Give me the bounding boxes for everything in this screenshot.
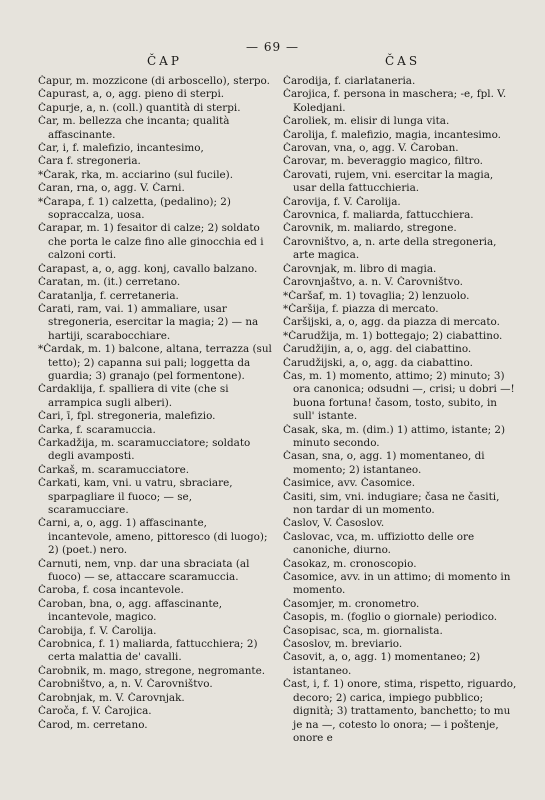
entry: Čarobija, f. V. Čarolija. bbox=[38, 624, 157, 637]
entry: Čarapar, m. 1) fesaitor di calze; 2) soldato che porta le calze fino alle ginocchia ed i calzoni corti. bbox=[38, 222, 264, 262]
entry: Časiti, sim, vni. indugiare; časa ne časiti, non tardar di un momento. bbox=[283, 490, 500, 516]
right-column bbox=[283, 75, 519, 745]
page-number: — 69 — bbox=[246, 40, 299, 54]
entry: Čarolija, f. malefizio, magia, incantesimo. bbox=[283, 128, 501, 141]
entry: Čarovnica, f. maliarda, fattucchiera. bbox=[283, 209, 474, 222]
running-head-right: ČAS bbox=[385, 54, 421, 68]
entry: Čaratan, m. (it.) cerretano. bbox=[38, 276, 181, 289]
entry: Čarovan, vna, o, agg. V. Čaroban. bbox=[283, 142, 459, 155]
entry: Čarnuti, nem, vnp. dar una sbraciata (al fuoco) — se, attaccare scaramuccia. bbox=[38, 557, 250, 584]
entry: Čarudžijin, a, o, agg. del ciabattino. bbox=[283, 343, 472, 356]
entry: Čast, i, f. 1) onore, stima, rispetto, riguardo, decoro; 2) carica, impiego pubblico; dignità; 3) trattamento, banchetto; to mu je na —, cotesto lo onora; — i poštenje, onore e bbox=[283, 678, 517, 744]
entry: Časan, sna, o, agg. 1) momentaneo, di momento; 2) istantaneo. bbox=[283, 450, 485, 476]
entry: Časovit, a, o, agg. 1) momentaneo; 2) istantaneo. bbox=[283, 651, 481, 677]
entry: Časoslov, m. breviario. bbox=[283, 638, 403, 651]
entry: *Čaršija, f. piazza di mercato. bbox=[283, 302, 439, 315]
entry: Čapurje, a, n. (coll.) quantità di sterpi. bbox=[38, 101, 241, 114]
entry: Časomice, avv. in un attimo; di momento in momento. bbox=[283, 571, 511, 597]
entry: Čarovnik, m. maliardo, stregone. bbox=[283, 222, 457, 235]
entry: Čarovnjak, m. libro di magia. bbox=[283, 262, 437, 275]
entry: Čarkati, kam, vni. u vatru, sbraciare, sparpagliare il fuoco; — se, scaramucciare. bbox=[38, 477, 233, 516]
entry: Čarobnik, m. mago, stregone, negromante. bbox=[38, 664, 266, 677]
entry: Čaratanlja, f. cerretaneria. bbox=[38, 289, 179, 302]
entry: Čaršijski, a, o, agg. da piazza di mercato. bbox=[283, 316, 500, 329]
entry: Časak, ska, m. (dim.) 1) attimo, istante; 2) minuto secondo. bbox=[283, 423, 506, 449]
entry: Čarka, f. scaramuccia. bbox=[38, 423, 156, 436]
running-head-left: ČAP bbox=[147, 54, 182, 68]
entry: Čarodija, f. ciarlataneria. bbox=[283, 75, 416, 87]
entry: Čarati, ram, vai. 1) ammaliare, usar stregoneria, esercitar la magia; 2) — na hartiji, scarabocchiare. bbox=[38, 302, 259, 342]
entry: Čaroliek, m. elisir di lunga vita. bbox=[283, 115, 450, 128]
entry: *Čarudžija, m. 1) bottegajo; 2) ciabattino. bbox=[283, 329, 503, 342]
entry: Čas, m. 1) momento, attimo; 2) minuto; 3) ora canonica; odsudni —, crisi; u dobri —! buona fortuna! časom, tosto, subito, in sull' istante. bbox=[283, 369, 515, 423]
entry: Časopisac, sca, m. giornalista. bbox=[283, 624, 443, 637]
entry: Čardaklija, f. spalliera di vite (che si arrampica sugli alberi). bbox=[38, 383, 229, 409]
entry: Čarovništvo, a, n. arte della stregoneria, arte magica. bbox=[283, 235, 497, 262]
entry: *Čarak, rka, m. acciarino (sul fucile). bbox=[38, 168, 234, 181]
entry: *Čardak, m. 1) balcone, altana, terrazza (sul tetto); 2) capanna sui pali; loggetta da guardia; 3) granajo (pel formentone). bbox=[38, 343, 272, 382]
entry: Čarobnica, f. 1) maliarda, fattucchiera; 2) certa malattia de' cavalli. bbox=[38, 638, 258, 664]
entry: Časlovac, vca, m. uffiziotto delle ore canoniche, diurno. bbox=[283, 530, 475, 557]
entry: Čari, ī, fpl. stregoneria, malefizio. bbox=[38, 410, 216, 423]
entry: Čapurast, a, o, agg. pieno di sterpi. bbox=[38, 88, 225, 101]
entry: *Čarapa, f. 1) calzetta, (pedalino); 2) sopraccalza, uosa. bbox=[38, 195, 231, 222]
entry: Čarobnjak, m. V. Čarovnjak. bbox=[38, 691, 185, 704]
entry: Čar, i, f. malefizio, incantesimo, bbox=[38, 142, 204, 155]
entry: Čarobništvo, a, n. V. Čarovništvo. bbox=[38, 678, 213, 691]
entry: Čaroban, bna, o, agg. affascinante, incantevole, magico. bbox=[38, 597, 223, 624]
entry: Časlov, V. Časoslov. bbox=[283, 517, 385, 530]
entry: Čarojica, f. persona in maschera; -e, fpl. V. Koledjani. bbox=[283, 88, 507, 114]
entry: Čarudžijski, a, o, agg. da ciabattino. bbox=[283, 356, 473, 369]
entry: Časomjer, m. cronometro. bbox=[283, 597, 420, 610]
left-column bbox=[38, 75, 274, 732]
entry: Čarovija, f. V. Čarolija. bbox=[283, 195, 401, 208]
entry: Čaroča, f. V. Čarojica. bbox=[38, 705, 152, 718]
entry: Čarni, a, o, agg. 1) affascinante, incantevole, ameno, pittoresco (di luogo); 2) (poet.) nero. bbox=[38, 517, 268, 557]
entry: *Čaršaf, m. 1) tovaglia; 2) lenzuolo. bbox=[283, 289, 470, 302]
entry: Časokaz, m. cronoscopio. bbox=[283, 557, 417, 570]
entry: Čaran, rna, o, agg. V. Čarni. bbox=[38, 182, 185, 195]
entry: Časopis, m. (foglio o giornale) periodico. bbox=[283, 611, 498, 624]
entry: Čapur, m. mozzicone (di arboscello), sterpo. bbox=[38, 75, 270, 87]
entry: Čar, m. bellezza che incanta; qualità affascinante. bbox=[38, 115, 230, 141]
entry: Čarkadžija, m. scaramucciatore; soldato degli avamposti. bbox=[38, 436, 251, 463]
entry: Čarod, m. cerretano. bbox=[38, 718, 148, 731]
entry: Časimice, avv. Časomice. bbox=[283, 477, 416, 490]
entry: Čarovati, rujem, vni. esercitar la magia, usar della fattucchieria. bbox=[283, 168, 494, 195]
entry: Čarovnjaštvo, a. n. V. Čarovništvo. bbox=[283, 276, 463, 289]
entry: Čarovar, m. beveraggio magico, filtro. bbox=[283, 155, 483, 168]
entry: Čara f. stregoneria. bbox=[38, 155, 141, 168]
entry: Čarkaš, m. scaramucciatore. bbox=[38, 463, 190, 476]
entry: Čaroba, f. cosa incantevole. bbox=[38, 584, 184, 597]
entry: Čarapast, a, o, agg. konj, cavallo balzano. bbox=[38, 262, 258, 275]
